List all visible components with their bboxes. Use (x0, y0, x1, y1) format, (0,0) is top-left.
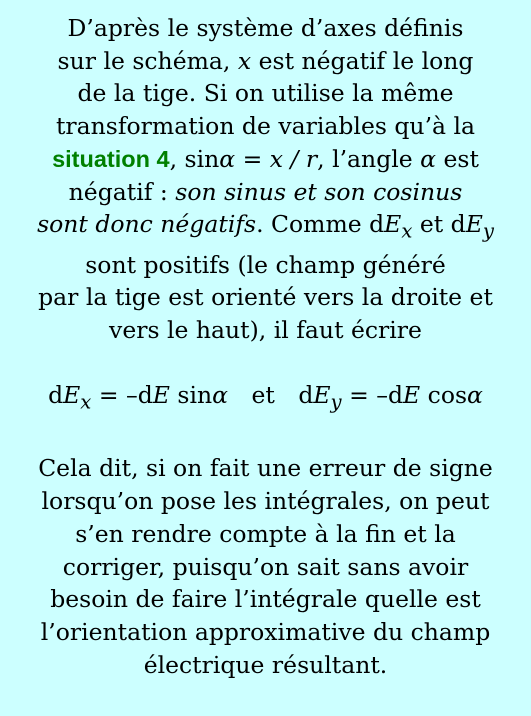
text-line (18, 485, 513, 518)
text: sont positifs (le champ généré (85, 250, 446, 279)
subscript-y: y (330, 391, 342, 415)
text: , sin (169, 144, 220, 173)
text: par la tige est orienté vers la droite et (38, 283, 493, 312)
eq-text: d (48, 381, 64, 410)
spacer (18, 420, 513, 453)
text: , l’angle (317, 144, 421, 173)
text-line (18, 452, 513, 485)
fraction-x-over-r: x / r (269, 144, 318, 173)
text-line (18, 110, 513, 143)
eq-conjunction: et (251, 381, 275, 410)
text: lorsqu’on pose les intégrales, on peut (41, 487, 490, 516)
text: D’après le système d’axes définis (67, 14, 464, 42)
eq-text: sin (169, 381, 213, 410)
variable-x: x (237, 46, 252, 75)
text: = (235, 144, 270, 173)
spacer (18, 347, 513, 380)
symbol-E: E (465, 210, 483, 239)
eq-text: = –d (91, 381, 153, 410)
symbol-alpha: α (467, 381, 483, 410)
subscript-x: x (401, 219, 413, 243)
subscript-y: y (482, 219, 494, 243)
text: et d (412, 210, 466, 239)
symbol-E: E (403, 381, 421, 410)
eq-text: = –d (341, 381, 404, 410)
symbol-E: E (63, 381, 81, 410)
text: sur le schéma, (57, 46, 231, 75)
text: électrique résultant. (143, 650, 388, 679)
symbol-alpha: α (420, 144, 437, 173)
text-line (18, 281, 513, 314)
emphasis-text: sont donc négatifs (37, 210, 257, 239)
text-line (18, 249, 513, 282)
subscript-x: x (80, 391, 92, 415)
situation-4-link[interactable]: situation 4 (52, 145, 170, 172)
text-line (18, 518, 513, 551)
text: de la tige. Si on utilise la même (77, 79, 454, 108)
text-line (18, 208, 513, 248)
text: corriger, puisqu’on sait sans avoir (62, 552, 469, 581)
text-line (18, 45, 513, 78)
text: s’en rendre compte à la fin et la (75, 519, 456, 548)
text: l’orientation approximative du champ (40, 618, 491, 646)
text-line (18, 12, 513, 45)
text-line (18, 314, 513, 347)
text: Cela dit, si on fait une erreur de signe (38, 454, 493, 483)
text: négatif : (68, 177, 176, 206)
paragraph-sign-error (18, 452, 513, 681)
symbol-alpha: α (219, 144, 236, 173)
symbol-E: E (313, 381, 331, 410)
text-line (18, 616, 513, 649)
text-line (18, 176, 513, 209)
text-line (18, 143, 513, 176)
paragraph-axes (18, 12, 513, 347)
symbol-alpha: α (212, 381, 228, 410)
text-line (18, 583, 513, 616)
symbol-E: E (384, 210, 402, 239)
eq-text: cos (420, 381, 468, 410)
text-line (18, 649, 513, 682)
text: besoin de faire l’intégrale quelle est (50, 585, 481, 614)
text-line (18, 77, 513, 110)
emphasis-text: son sinus et son cosinus (175, 177, 463, 206)
text: est négatif le long (258, 46, 474, 75)
text: est (436, 144, 479, 173)
symbol-E: E (152, 381, 170, 410)
text: . Comme d (256, 210, 385, 239)
text-line (18, 551, 513, 584)
equation-line (18, 379, 513, 419)
text: vers le haut), il faut écrire (109, 316, 422, 345)
eq-text: d (298, 381, 314, 410)
text: transformation de variables qu’à la (55, 112, 476, 141)
